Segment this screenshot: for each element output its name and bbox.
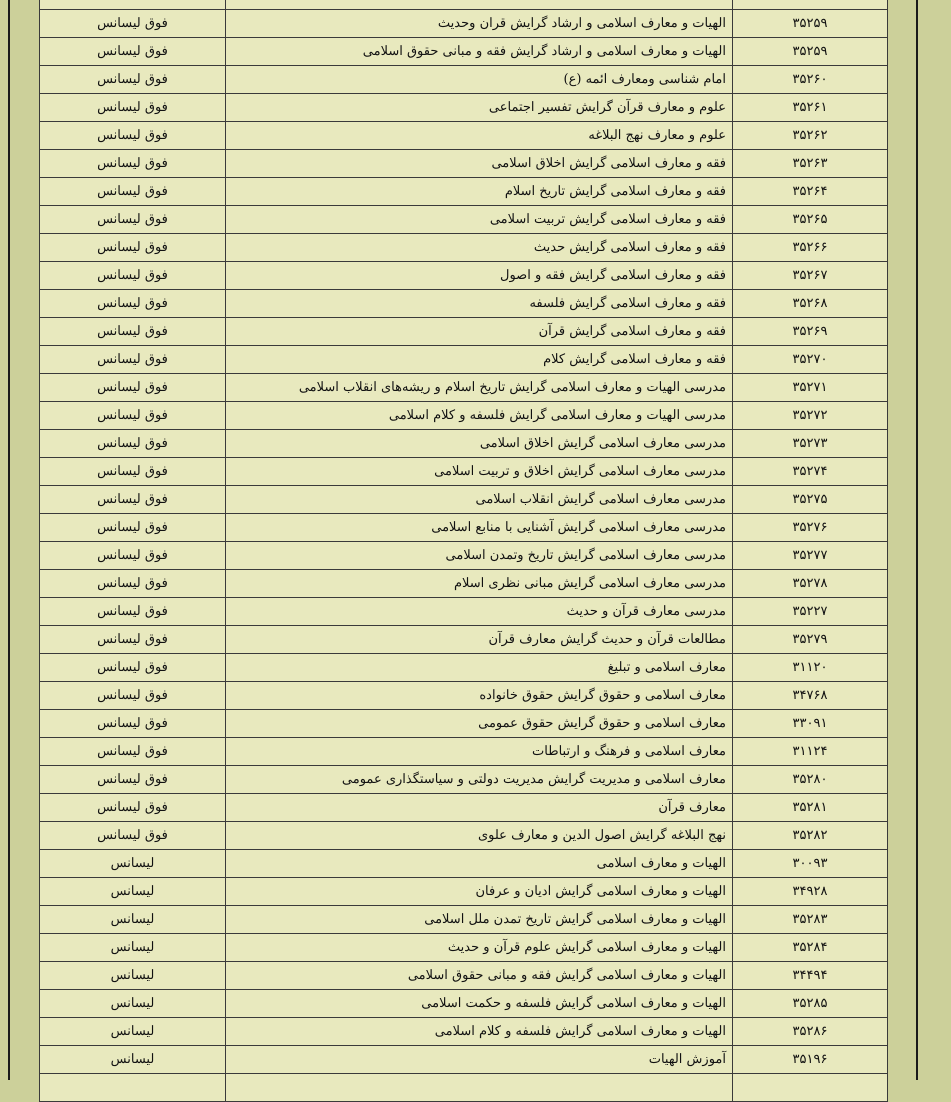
degree-level-cell: فوق لیسانس — [40, 234, 226, 262]
table-row — [40, 430, 888, 458]
table-row — [40, 38, 888, 66]
degree-level-cell: فوق لیسانس — [40, 374, 226, 402]
program-code-cell: ۳۵۲۸۵ — [733, 990, 888, 1018]
degree-level-cell: فوق لیسانس — [40, 822, 226, 850]
degree-level-cell: لیسانس — [40, 906, 226, 934]
program-title-cell — [226, 1074, 733, 1102]
program-code-cell: ۳۵۲۶۲ — [733, 122, 888, 150]
program-code-cell: ۳۴۷۶۸ — [733, 682, 888, 710]
table-row — [40, 458, 888, 486]
program-title-cell: الهیات و معارف اسلامی گرایش فلسفه و کلام اسلامی — [226, 1018, 733, 1046]
degree-level-cell: فوق لیسانس — [40, 570, 226, 598]
page-border-left — [8, 0, 10, 1080]
degree-level-cell: فوق لیسانس — [40, 262, 226, 290]
program-code-cell: ۳۵۲۸۳ — [733, 906, 888, 934]
program-code-cell: ۳۵۲۶۵ — [733, 206, 888, 234]
degree-level-cell: فوق لیسانس — [40, 66, 226, 94]
program-code-cell: ۳۵۲۶۳ — [733, 150, 888, 178]
table-row — [40, 262, 888, 290]
table-row — [40, 570, 888, 598]
program-title-cell: الهیات و معارف اسلامی گرایش علوم قرآن و حدیث — [226, 934, 733, 962]
program-code-cell: ۳۵۲۷۳ — [733, 430, 888, 458]
degree-level-cell: فوق لیسانس — [40, 178, 226, 206]
program-code-cell: ۳۴۹۲۸ — [733, 878, 888, 906]
degree-level-cell: فوق لیسانس — [40, 682, 226, 710]
program-title-cell: الهیات و معارف اسلامی گرایش فلسفه و حکمت اسلامی — [226, 990, 733, 1018]
program-title-cell: الهیات و معارف اسلامی و ارشاد گرایش فقه و مبانی حقوق اسلامی — [226, 38, 733, 66]
program-title-cell: الهیات و معارف اسلامی گرایش ادیان و عرفان — [226, 878, 733, 906]
program-code-cell: ۳۱۱۲۰ — [733, 654, 888, 682]
table-row — [40, 906, 888, 934]
table-row — [40, 10, 888, 38]
table-row — [40, 850, 888, 878]
table-row — [40, 402, 888, 430]
degree-level-cell: فوق لیسانس — [40, 458, 226, 486]
program-code-cell: ۳۵۲۸۰ — [733, 766, 888, 794]
table-row — [40, 206, 888, 234]
program-code-cell — [733, 1074, 888, 1102]
program-title-cell: فقه و معارف اسلامی گرایش فقه و اصول — [226, 262, 733, 290]
program-title-cell: الهیات و معارف اسلامی و ارشاد گرایش قران وحدیث — [226, 10, 733, 38]
program-title-cell: الهیات و معارف اسلامی گرایش فقه و مبانی حقوق اسلامی — [226, 962, 733, 990]
program-title-cell: علوم و معارف قرآن گرایش تفسیر اجتماعی — [226, 94, 733, 122]
table-row — [40, 990, 888, 1018]
degree-level-cell — [40, 0, 226, 10]
program-title-cell: فقه و معارف اسلامی گرایش تربیت اسلامی — [226, 206, 733, 234]
table-row — [40, 234, 888, 262]
degree-level-cell: فوق لیسانس — [40, 430, 226, 458]
degree-level-cell: فوق لیسانس — [40, 290, 226, 318]
program-title-cell: مدرسی معارف اسلامی گرایش تاریخ وتمدن اسلامی — [226, 542, 733, 570]
program-code-cell: ۳۵۱۹۶ — [733, 1046, 888, 1074]
table-row — [40, 374, 888, 402]
degree-level-cell: فوق لیسانس — [40, 654, 226, 682]
program-code-cell: ۳۵۲۶۶ — [733, 234, 888, 262]
degree-level-cell: فوق لیسانس — [40, 738, 226, 766]
degree-level-cell: لیسانس — [40, 878, 226, 906]
program-code-cell: ۳۵۲۸۶ — [733, 1018, 888, 1046]
page-border-right — [916, 0, 918, 1080]
program-code-cell: ۳۵۲۷۴ — [733, 458, 888, 486]
program-code-cell: ۳۳۰۹۱ — [733, 710, 888, 738]
program-title-cell: فقه و معارف اسلامی گرایش فلسفه — [226, 290, 733, 318]
program-title-cell: فقه و معارف اسلامی گرایش حدیث — [226, 234, 733, 262]
degree-level-cell: فوق لیسانس — [40, 402, 226, 430]
degree-level-cell: فوق لیسانس — [40, 542, 226, 570]
program-title-cell: مطالعات قرآن و حدیث گرایش معارف قرآن — [226, 626, 733, 654]
program-code-cell: ۳۰۰۹۳ — [733, 850, 888, 878]
degree-level-cell: فوق لیسانس — [40, 150, 226, 178]
table-row — [40, 682, 888, 710]
degree-level-cell: فوق لیسانس — [40, 38, 226, 66]
program-title-cell: معارف اسلامی و فرهنگ و ارتباطات — [226, 738, 733, 766]
table-row — [40, 346, 888, 374]
program-title-cell: علوم و معارف نهج البلاغه — [226, 122, 733, 150]
table-row — [40, 962, 888, 990]
table-row — [40, 514, 888, 542]
program-code-cell: ۳۵۲۸۴ — [733, 934, 888, 962]
program-title-cell: فقه و معارف اسلامی گرایش تاریخ اسلام — [226, 178, 733, 206]
program-title-cell: مدرسی معارف اسلامی گرایش انقلاب اسلامی — [226, 486, 733, 514]
program-title-cell: مدرسی معارف اسلامی گرایش اخلاق اسلامی — [226, 430, 733, 458]
program-code-cell: ۳۴۴۹۴ — [733, 962, 888, 990]
table-row — [40, 1046, 888, 1074]
program-title-cell: معارف اسلامی و مدیریت گرایش مدیریت دولتی و سیاستگذاری عمومی — [226, 766, 733, 794]
table-row — [40, 710, 888, 738]
table-row — [40, 290, 888, 318]
program-title-cell: نهج البلاغه گرایش اصول الدین و معارف علوی — [226, 822, 733, 850]
program-code-cell: ۳۵۲۵۹ — [733, 38, 888, 66]
program-code-cell: ۳۵۲۸۲ — [733, 822, 888, 850]
degree-level-cell: فوق لیسانس — [40, 598, 226, 626]
degree-level-cell: فوق لیسانس — [40, 486, 226, 514]
program-code-cell: ۳۵۲۷۵ — [733, 486, 888, 514]
program-code-cell: ۳۵۲۷۸ — [733, 570, 888, 598]
degree-level-cell: لیسانس — [40, 850, 226, 878]
degree-level-cell: فوق لیسانس — [40, 122, 226, 150]
program-title-cell: مدرسی الهیات و معارف اسلامی گرایش فلسفه و کلام اسلامی — [226, 402, 733, 430]
program-title-cell: معارف اسلامی و حقوق گرایش حقوق خانواده — [226, 682, 733, 710]
table-row — [40, 654, 888, 682]
degree-level-cell — [40, 1074, 226, 1102]
program-code-cell: ۳۵۲۷۱ — [733, 374, 888, 402]
table-row — [40, 94, 888, 122]
table-row — [40, 738, 888, 766]
table-row — [40, 66, 888, 94]
program-title-cell: معارف قرآن — [226, 794, 733, 822]
degree-level-cell: لیسانس — [40, 934, 226, 962]
program-title-cell: امام شناسی ومعارف ائمه (ع) — [226, 66, 733, 94]
table-row — [40, 1074, 888, 1102]
table-row — [40, 486, 888, 514]
table-row — [40, 934, 888, 962]
program-title-cell: معارف اسلامی و حقوق گرایش حقوق عمومی — [226, 710, 733, 738]
program-code-cell: ۳۵۲۷۹ — [733, 626, 888, 654]
program-code-cell: ۳۵۲۶۸ — [733, 290, 888, 318]
program-title-cell: فقه و معارف اسلامی گرایش کلام — [226, 346, 733, 374]
program-title-cell — [226, 0, 733, 10]
table-row — [40, 766, 888, 794]
program-title-cell: مدرسی معارف قرآن و حدیث — [226, 598, 733, 626]
degree-level-cell: فوق لیسانس — [40, 206, 226, 234]
program-title-cell: فقه و معارف اسلامی گرایش اخلاق اسلامی — [226, 150, 733, 178]
degree-level-cell: لیسانس — [40, 1018, 226, 1046]
program-code-cell: ۳۵۲۲۷ — [733, 598, 888, 626]
table-row — [40, 1018, 888, 1046]
programs-table — [39, 0, 888, 1102]
table-row — [40, 878, 888, 906]
program-code-cell: ۳۵۲۵۹ — [733, 10, 888, 38]
degree-level-cell: لیسانس — [40, 990, 226, 1018]
program-title-cell: مدرسی معارف اسلامی گرایش آشنایی با منابع اسلامی — [226, 514, 733, 542]
program-code-cell: ۳۵۲۸۱ — [733, 794, 888, 822]
program-title-cell: مدرسی معارف اسلامی گرایش اخلاق و تربیت اسلامی — [226, 458, 733, 486]
table-row — [40, 598, 888, 626]
degree-level-cell: لیسانس — [40, 962, 226, 990]
program-title-cell: مدرسی معارف اسلامی گرایش مبانی نظری اسلام — [226, 570, 733, 598]
program-code-cell: ۳۵۲۶۰ — [733, 66, 888, 94]
table-row — [40, 542, 888, 570]
degree-level-cell: فوق لیسانس — [40, 794, 226, 822]
program-title-cell: فقه و معارف اسلامی گرایش قرآن — [226, 318, 733, 346]
program-code-cell: ۳۵۲۷۶ — [733, 514, 888, 542]
program-title-cell: آموزش الهیات — [226, 1046, 733, 1074]
program-code-cell — [733, 0, 888, 10]
table-row — [40, 794, 888, 822]
degree-level-cell: فوق لیسانس — [40, 626, 226, 654]
degree-level-cell: فوق لیسانس — [40, 10, 226, 38]
degree-level-cell: فوق لیسانس — [40, 710, 226, 738]
table-row — [40, 150, 888, 178]
table-row — [40, 626, 888, 654]
degree-level-cell: فوق لیسانس — [40, 514, 226, 542]
program-code-cell: ۳۵۲۶۱ — [733, 94, 888, 122]
program-code-cell: ۳۵۲۶۷ — [733, 262, 888, 290]
program-title-cell: مدرسی الهیات و معارف اسلامی گرایش تاریخ اسلام و ریشه‌های انقلاب اسلامی — [226, 374, 733, 402]
program-code-cell: ۳۵۲۶۹ — [733, 318, 888, 346]
degree-level-cell: فوق لیسانس — [40, 318, 226, 346]
table-row — [40, 122, 888, 150]
degree-level-cell: لیسانس — [40, 1046, 226, 1074]
table-row — [40, 178, 888, 206]
program-code-cell: ۳۵۲۷۲ — [733, 402, 888, 430]
program-title-cell: الهیات و معارف اسلامی گرایش تاریخ تمدن ملل اسلامی — [226, 906, 733, 934]
degree-level-cell: فوق لیسانس — [40, 94, 226, 122]
table-row — [40, 0, 888, 10]
program-code-cell: ۳۵۲۷۰ — [733, 346, 888, 374]
program-code-cell: ۳۵۲۶۴ — [733, 178, 888, 206]
degree-level-cell: فوق لیسانس — [40, 346, 226, 374]
table-row — [40, 822, 888, 850]
program-title-cell: معارف اسلامی و تبلیغ — [226, 654, 733, 682]
program-code-cell: ۳۱۱۲۴ — [733, 738, 888, 766]
degree-level-cell: فوق لیسانس — [40, 766, 226, 794]
program-title-cell: الهیات و معارف اسلامی — [226, 850, 733, 878]
program-code-cell: ۳۵۲۷۷ — [733, 542, 888, 570]
table-row — [40, 318, 888, 346]
